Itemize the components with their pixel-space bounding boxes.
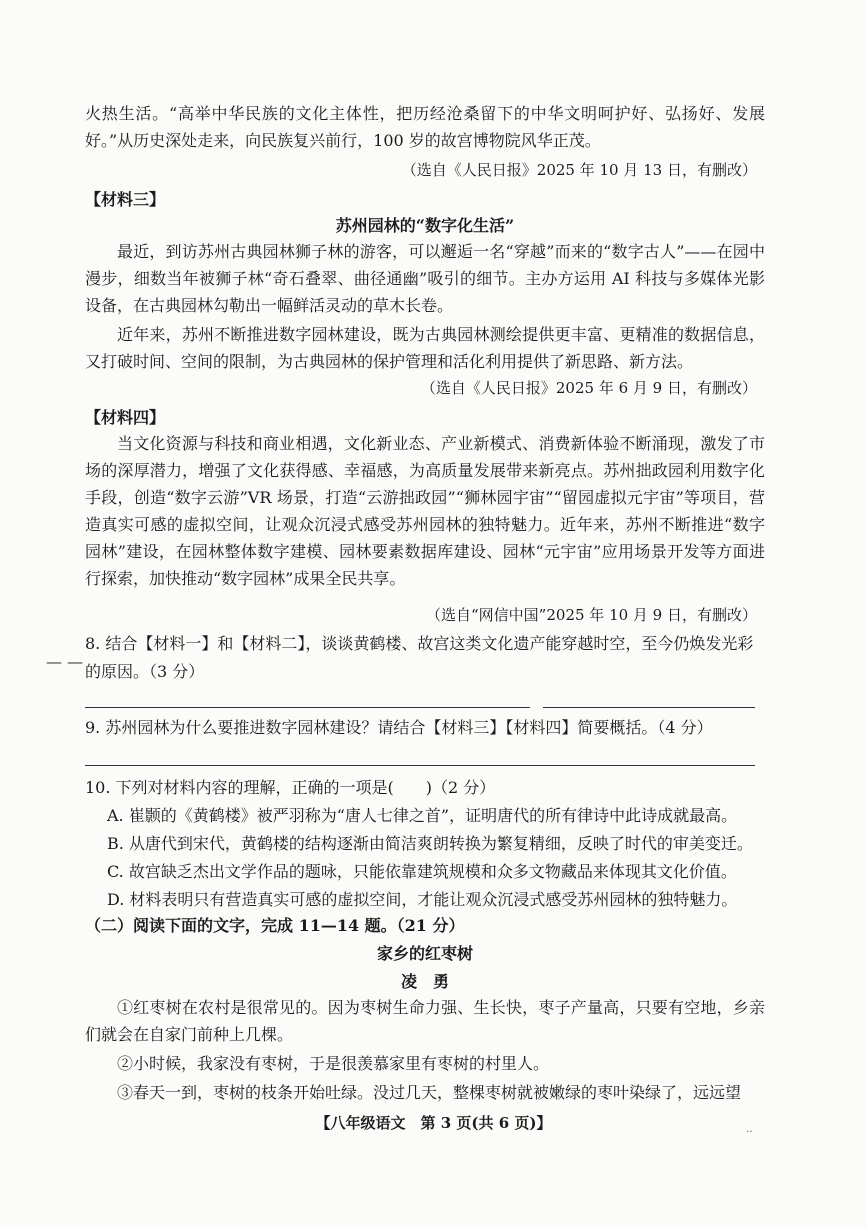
material2-tail: 火热生活。“高举中华民族的文化主体性，把历经沧桑留下的中华文明呵护好、弘扬好、发展好。”从历史深处走来，向民族复兴前行，100 岁的故宫博物院风华正茂。 [85,104,765,150]
page-footer: 【八年级语文 第 3 页(共 6 页)】 [315,1114,552,1132]
option-d[interactable]: D. 材料表明只有营造真实可感的虚拟空间，才能让观众沉浸式感受苏州园林的独特魅力。 [107,890,738,909]
margin-mark: — — [46,652,84,671]
option-b[interactable]: B. 从唐代到宋代，黄鹤楼的结构逐渐由简洁爽朗转换为繁复精细，反映了时代的审美变迁。 [107,834,753,853]
question-8: 8. 结合【材料一】和【材料二】，谈谈黄鹤楼、故宫这类文化遗产能穿越时空，至今仍焕发光彩的原因。（3 分） [85,634,754,681]
material4-para-1: 当文化资源与科技和商业相遇，文化新业态、产业新模式、消费新体验不断涌现，激发了市场的深厚潜力，增强了文化获得感、幸福感，为高质量发展带来新亮点。苏州拙政园利用数字化手段，创造“数字云游”VR 场景，打造“云游拙政园”“狮林园宇宙”“留园虚拟元宇宙”等项目，营造真实可感的虚拟空间，让观众沉浸式感受苏州园林的独特魅力。近年来，苏州不断推进“数字园林”建设，在园林整体数字建模、园林要素数据库建设、园林“元宇宙”应用场景开发等方面进行探索，加快推动“数字园林”成果全民共享。 [85,434,765,588]
option-a[interactable]: A. 崔颢的《黄鹤楼》被严羽称为“唐人七律之首”，证明唐代的所有律诗中此诗成就最高。 [107,806,738,825]
question-10: 10. 下列对材料内容的理解，正确的一项是( )（2 分） [85,778,496,797]
material4-source: （选自“网信中国”2025 年 10 月 9 日，有删改） [426,606,757,624]
corner-mark: ‥ [746,1124,753,1135]
story-body [85,994,765,1106]
material3-para-2: 近年来，苏州不断推进数字园林建设，既为古典园林测绘提供更丰富、更精准的数据信息，又打破时间、空间的限制，为古典园林的保护管理和活化利用提供了新思路、新方法。 [85,325,765,371]
answer-line-q8-b[interactable] [543,707,755,708]
question-9: 9. 苏州园林为什么要推进数字园林建设？请结合【材料三】【材料四】简要概括。（4 分） [85,718,713,737]
answer-line-q8-a[interactable] [85,707,530,708]
story-para-1: ①红枣树在农村是很常见的。因为枣树生命力强、生长快，枣子产量高，只要有空地，乡亲们就会在自家门前种上几棵。 [85,998,765,1044]
answer-line-q9[interactable] [85,765,755,766]
story-author: 凌 勇 [400,972,449,991]
material3-source: （选自《人民日报》2025 年 6 月 9 日，有删改） [420,379,757,397]
material3-label: 【材料三】 [85,190,166,209]
option-c[interactable]: C. 故宫缺乏杰出文学作品的题咏，只能依靠建筑规模和众多文物藏品来体现其文化价值。 [107,862,737,881]
material4-label: 【材料四】 [85,408,166,427]
material3-title: 苏州园林的“数字化生活” [335,216,515,235]
section2-heading: （二）阅读下面的文字，完成 11—14 题。（21 分） [85,916,465,935]
material3-body [85,238,765,375]
story-para-2: ②小时候，我家没有枣树，于是很羡慕家里有枣树的村里人。 [117,1054,550,1073]
story-para-3: ③春天一到，枣树的枝条开始吐绿。没过几天，整棵枣树就被嫩绿的枣叶染绿了，远远望 [117,1083,742,1102]
material4-body [85,430,765,592]
material3-para-1: 最近，到访苏州古典园林狮子林的游客，可以邂逅一名“穿越”而来的“数字古人”——在园中漫步，细数当年被狮子林“奇石叠翠、曲径通幽”吸引的细节。主办方运用 AI 科技与多媒体光影设备，在古典园林勾勒出一幅鲜活灵动的草木长卷。 [85,242,765,315]
material2-source: （选自《人民日报》2025 年 10 月 13 日，有删改） [401,161,757,179]
top-paragraph [85,100,765,154]
story-title: 家乡的红枣树 [376,944,473,963]
